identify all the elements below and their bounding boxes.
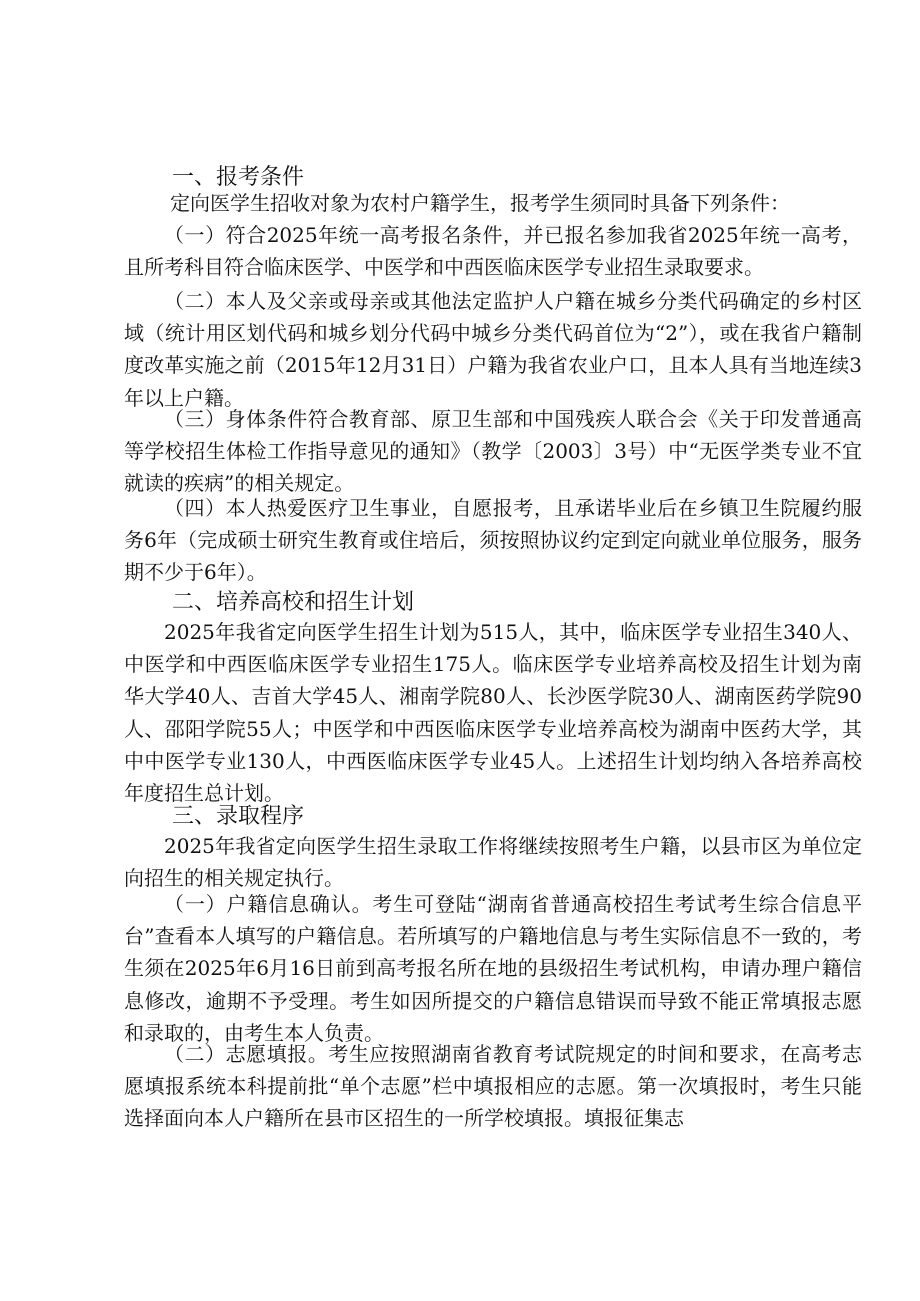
paragraph-1-4: （四）本人热爱医疗卫生事业，自愿报考，且承诺毕业后在乡镇卫生院履约服务6年（完成硕士研究生教育或住培后，须按照协议约定到定向就业单位服务，服务期不少于6年）。 (124, 496, 862, 585)
paragraph-1-3: （三）身体条件符合教育部、原卫生部和中国残疾人联合会《关于印发普通高等学校招生体检工作指导意见的通知》（教学〔2003〕3号）中“无医学类专业不宜就读的疾病”的相关规定。 (124, 407, 862, 496)
section-title-3: 三、录取程序 (172, 804, 305, 829)
paragraph-1-lead: 定向医学生招收对象为农村户籍学生，报考学生须同时具备下列条件： (170, 191, 790, 215)
paragraph-3-1: （一）户籍信息确认。考生可登陆“湖南省普通高校招生考试考生综合信息平台”查看本人填写的户籍信息。若所填写的户籍地信息与考生实际信息不一致的，考生须在2025年6月16日前到高考报名所在地的县级招生考试机构，申请办理户籍信息修改，逾期不予受理。考生如因所提交的户籍信息错误而导致不能正常填报志愿和录取的，由考生本人负责。 (124, 892, 862, 1045)
paragraph-1-1: （一）符合2025年统一高考报名条件，并已报名参加我省2025年统一高考，且所考科目符合临床医学、中医学和中西医临床医学专业招生录取要求。 (124, 223, 862, 280)
paragraph-2-1: 2025年我省定向医学生招生计划为515人，其中，临床医学专业招生340人、中医学和中西医临床医学专业招生175人。临床医学专业培养高校及招生计划为南华大学40人、吉首大学45人、湘南学院80人、长沙医学院30人、湖南医药学院90人、邵阳学院55人；中医学和中西医临床医学专业培养高校为湖南中医药大学，其中中医学专业130人，中西医临床医学专业45人。上述招生计划均纳入各培养高校年度招生总计划。 (124, 620, 862, 806)
paragraph-1-2: （二）本人及父亲或母亲或其他法定监护人户籍在城乡分类代码确定的乡村区域（统计用区划代码和城乡划分代码中城乡分类代码首位为“2”），或在我省户籍制度改革实施之前（2015年12月31日）户籍为我省农业户口，且本人具有当地连续3年以上户籍。 (124, 289, 862, 410)
paragraph-3-2: （二）志愿填报。考生应按照湖南省教育考试院规定的时间和要求，在高考志愿填报系统本科提前批“单个志愿”栏中填报相应的志愿。第一次填报时，考生只能选择面向本人户籍所在县市区招生的一所学校填报。填报征集志 (124, 1042, 862, 1131)
section-title-1: 一、报考条件 (172, 165, 305, 190)
paragraph-3-lead: 2025年我省定向医学生招生录取工作将继续按照考生户籍，以县市区为单位定向招生的相关规定执行。 (124, 834, 862, 891)
section-title-2: 二、培养高校和招生计划 (172, 590, 415, 615)
